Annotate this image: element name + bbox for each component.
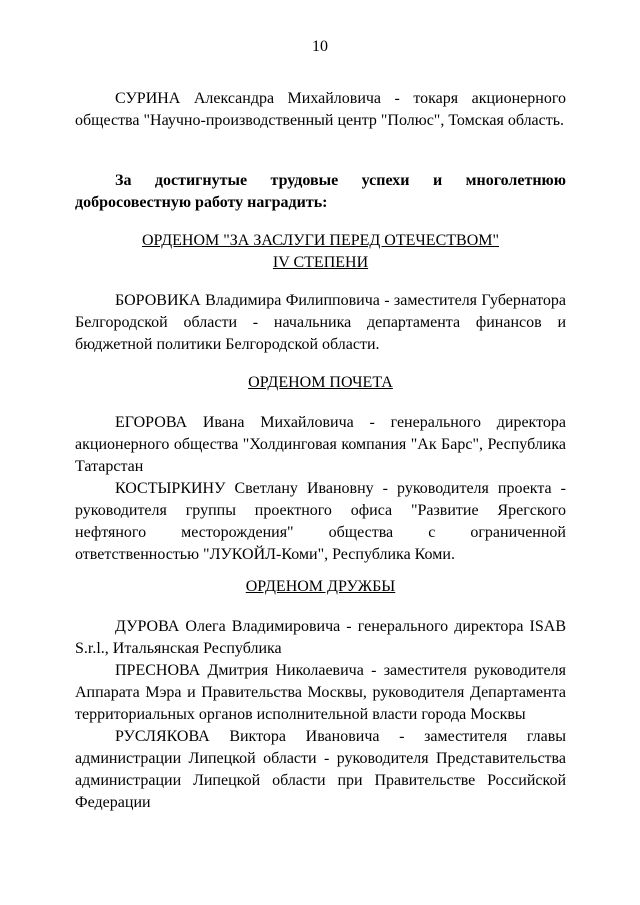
order-heading-merit-line2: IV СТЕПЕНИ <box>272 254 369 271</box>
award-entry: ПРЕСНОВА Дмитрия Николаевича - заместителя руководителя Аппарата Мэра и Правительства Москвы, руководителя Департамента территориальных органов исполнительной власти города Москвы <box>75 662 566 723</box>
friendship-entries <box>75 616 566 814</box>
award-entry: РУСЛЯКОВА Виктора Ивановича - заместителя главы администрации Липецкой области - руководителя Представительства администрации Липецкой области при Правительстве Российской Федерации <box>75 728 566 811</box>
order-heading-honor-line1: ОРДЕНОМ ПОЧЕТА <box>248 374 393 391</box>
award-statement-block <box>75 170 566 214</box>
intro-paragraph: СУРИНА Александра Михайловича - токаря акционерного общества "Научно-производственный центр "Полюс", Томская область. <box>75 90 566 129</box>
award-entry: БОРОВИКА Владимира Филипповича - заместителя Губернатора Белгородской области - начальника департамента финансов и бюджетной политики Белгородской области. <box>75 292 566 353</box>
order-heading-merit <box>75 230 566 274</box>
order-heading-honor <box>75 372 566 394</box>
page-number: 10 <box>312 38 328 55</box>
award-entry: КОСТЫРКИНУ Светлану Ивановну - руководителя проекта - руководителя группы проектного офиса "Развитие Ярегского нефтяного месторождения" общества с ограниченной ответственностью "ЛУКОЙЛ-Коми", Республика Коми. <box>75 480 566 563</box>
intro-block <box>75 88 566 132</box>
award-entry: ДУРОВА Олега Владимировича - генерального директора ISAB S.r.l., Итальянская Республика <box>75 618 566 657</box>
order-heading-friendship <box>75 576 566 598</box>
award-statement: За достигнутые трудовые успехи и многолетнюю добросовестную работу наградить: <box>75 172 566 211</box>
merit-entries <box>75 290 566 356</box>
award-entry: ЕГОРОВА Ивана Михайловича - генерального директора акционерного общества "Холдинговая компания "Ак Барс", Республика Татарстан <box>75 414 566 475</box>
order-heading-merit-line1: ОРДЕНОМ "ЗА ЗАСЛУГИ ПЕРЕД ОТЕЧЕСТВОМ" <box>141 232 500 249</box>
honor-entries <box>75 412 566 566</box>
order-heading-friendship-line1: ОРДЕНОМ ДРУЖБЫ <box>245 578 396 595</box>
